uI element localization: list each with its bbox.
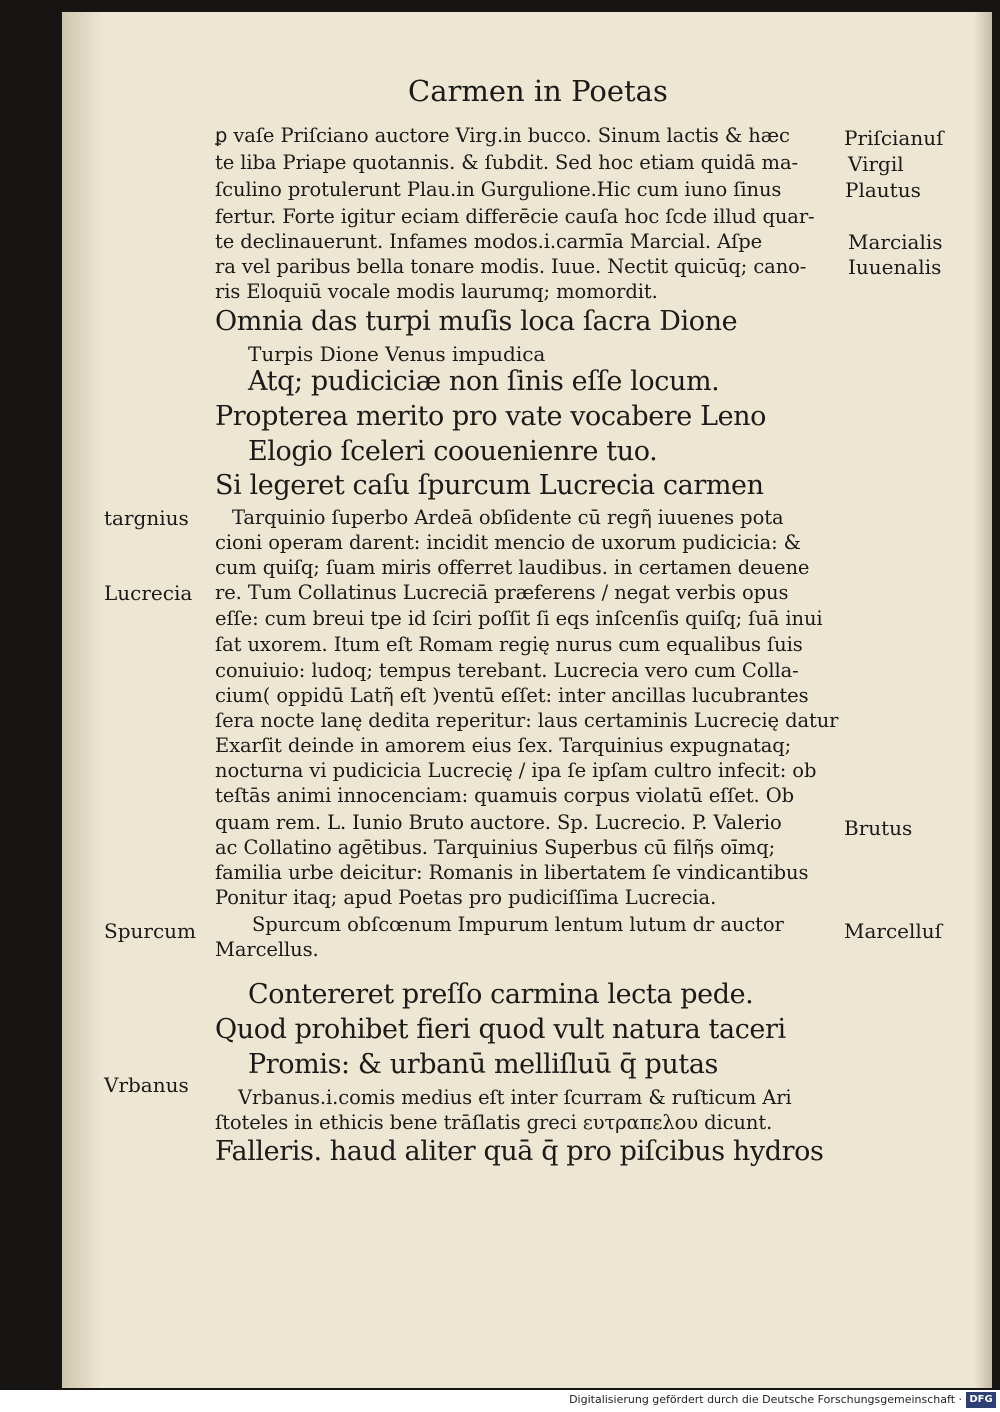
margin-note: Spurcum [104, 919, 196, 943]
text-line: fertur. Forte igitur eciam differēcie cauſa hoc ſcde illud quar- [215, 205, 815, 228]
text-line: ris Eloquiū vocale modis laurumq; momordit. [215, 280, 658, 303]
text-line: Spurcum obſcœnum Impurum lentum lutum dr auctor [252, 913, 784, 936]
verse-line: Elogio ſceleri coouenienre tuo. [248, 436, 658, 467]
verse-line: Atq; pudiciciæ non ſinis eſſe locum. [248, 366, 720, 397]
text-line: teſtās animi innocenciam: quamuis corpus violatū eſſet. Ob [215, 784, 795, 807]
text-line: quam rem. L. Iunio Bruto auctore. Sp. Lucrecio. P. Valerio [215, 811, 782, 834]
verse-line: Contereret preſſo carmina lecta pede. [248, 979, 754, 1010]
margin-note: Plautus [845, 178, 921, 202]
book-page [62, 12, 992, 1388]
text-line: Marcellus. [215, 938, 319, 961]
text-line: familia urbe deicitur: Romanis in libertatem ſe vindicantibus [215, 861, 809, 884]
margin-note: Marcialis [848, 230, 943, 254]
margin-note: Iuuenalis [848, 255, 942, 279]
text-line: te liba Priape quotannis. & ſubdit. Sed hoc etiam quidā ma- [215, 151, 798, 174]
text-line: re. Tum Collatinus Lucreciā præferens / negat verbis opus [215, 581, 789, 604]
gloss-line: Turpis Dione Venus impudica [248, 342, 546, 366]
margin-note: targnius [104, 506, 189, 530]
dfg-logo: DFG [966, 1392, 996, 1408]
text-line: conuiuio: ludoq; tempus terebant. Lucrecia vero cum Colla- [215, 659, 799, 682]
margin-note: Brutus [844, 816, 913, 840]
text-line: cium( oppidū Latῆ eſt )ventū eſſet: inter ancillas lucubrantes [215, 684, 809, 707]
text-line: ſat uxorem. Itum eſt Romam regię nurus cum equalibus ſuis [215, 633, 803, 656]
funding-credit: Digitalisierung gefördert durch die Deutsche Forschungsgemeinschaft · [569, 1393, 962, 1406]
margin-note: Priſcianuſ [844, 126, 944, 150]
text-line: eſſe: cum breui tpe id ſciri poſſit ſi eqs inſcenſis quiſq; ſuā inui [215, 607, 823, 630]
text-line: ſera nocte lanę dedita reperitur: laus certaminis Lucrecię datur [215, 709, 839, 732]
text-line: cum quiſq; ſuam miris offerret laudibus. in certamen deuene [215, 556, 810, 579]
text-line: ſculino protulerunt Plau.in Gurgulione.Hic cum iuno ſinus [215, 178, 782, 201]
verse-line: Si legeret caſu ſpurcum Lucrecia carmen [215, 470, 764, 501]
text-line: ra vel paribus bella tonare modis. Iuue. Nectit quicūq; cano- [215, 255, 807, 278]
text-line: ac Collatino agētibus. Tarquinius Superbus cū filῆs oīmq; [215, 836, 776, 859]
verse-line: Quod prohibet fieri quod vult natura taceri [215, 1014, 786, 1045]
text-line: Exarſit deinde in amorem eius ſex. Tarquinius expugnataq; [215, 734, 792, 757]
text-line: ſtoteles in ethicis bene trāſlatis greci ευτραπελου dicunt. [215, 1111, 773, 1134]
text-line: nocturna vi pudicicia Lucrecię / ipa ſe ipſam cultro infecit: ob [215, 759, 817, 782]
margin-note: Marcelluſ [844, 919, 943, 943]
margin-note: Virgil [848, 152, 904, 176]
text-line: Vrbanus.i.comis medius eſt inter ſcurram & ruſticum Ari [238, 1086, 792, 1109]
verse-line: Falleris. haud aliter quā q̄ pro piſcibus hydros [215, 1136, 824, 1167]
verse-line: Propterea merito pro vate vocabere Leno [215, 401, 767, 432]
verse-line: Promis: & urbanū melliſluū q̄ putas [248, 1049, 718, 1080]
footer-bar [0, 1390, 1000, 1412]
text-line: Ponitur itaq; apud Poetas pro pudiciſſima Lucrecia. [215, 886, 717, 909]
text-line: te declinauerunt. Infames modos.i.carmīa Marcial. Aſpe [215, 230, 763, 253]
text-line: Tarquinio ſuperbo Ardeā obſidente cū regῆ iuuenes pota [232, 506, 784, 529]
text-line: ꝑ vaſe Priſciano auctore Virg.in bucco. Sinum lactis & hæc [215, 124, 790, 147]
margin-note: Vrbanus [104, 1073, 189, 1097]
verse-line: Omnia das turpi muſis loca ſacra Dione [215, 306, 738, 337]
margin-note: Lucrecia [104, 581, 193, 605]
running-header: Carmen in Poetas [408, 74, 668, 108]
text-line: cioni operam darent: incidit mencio de uxorum pudicicia: & [215, 531, 801, 554]
